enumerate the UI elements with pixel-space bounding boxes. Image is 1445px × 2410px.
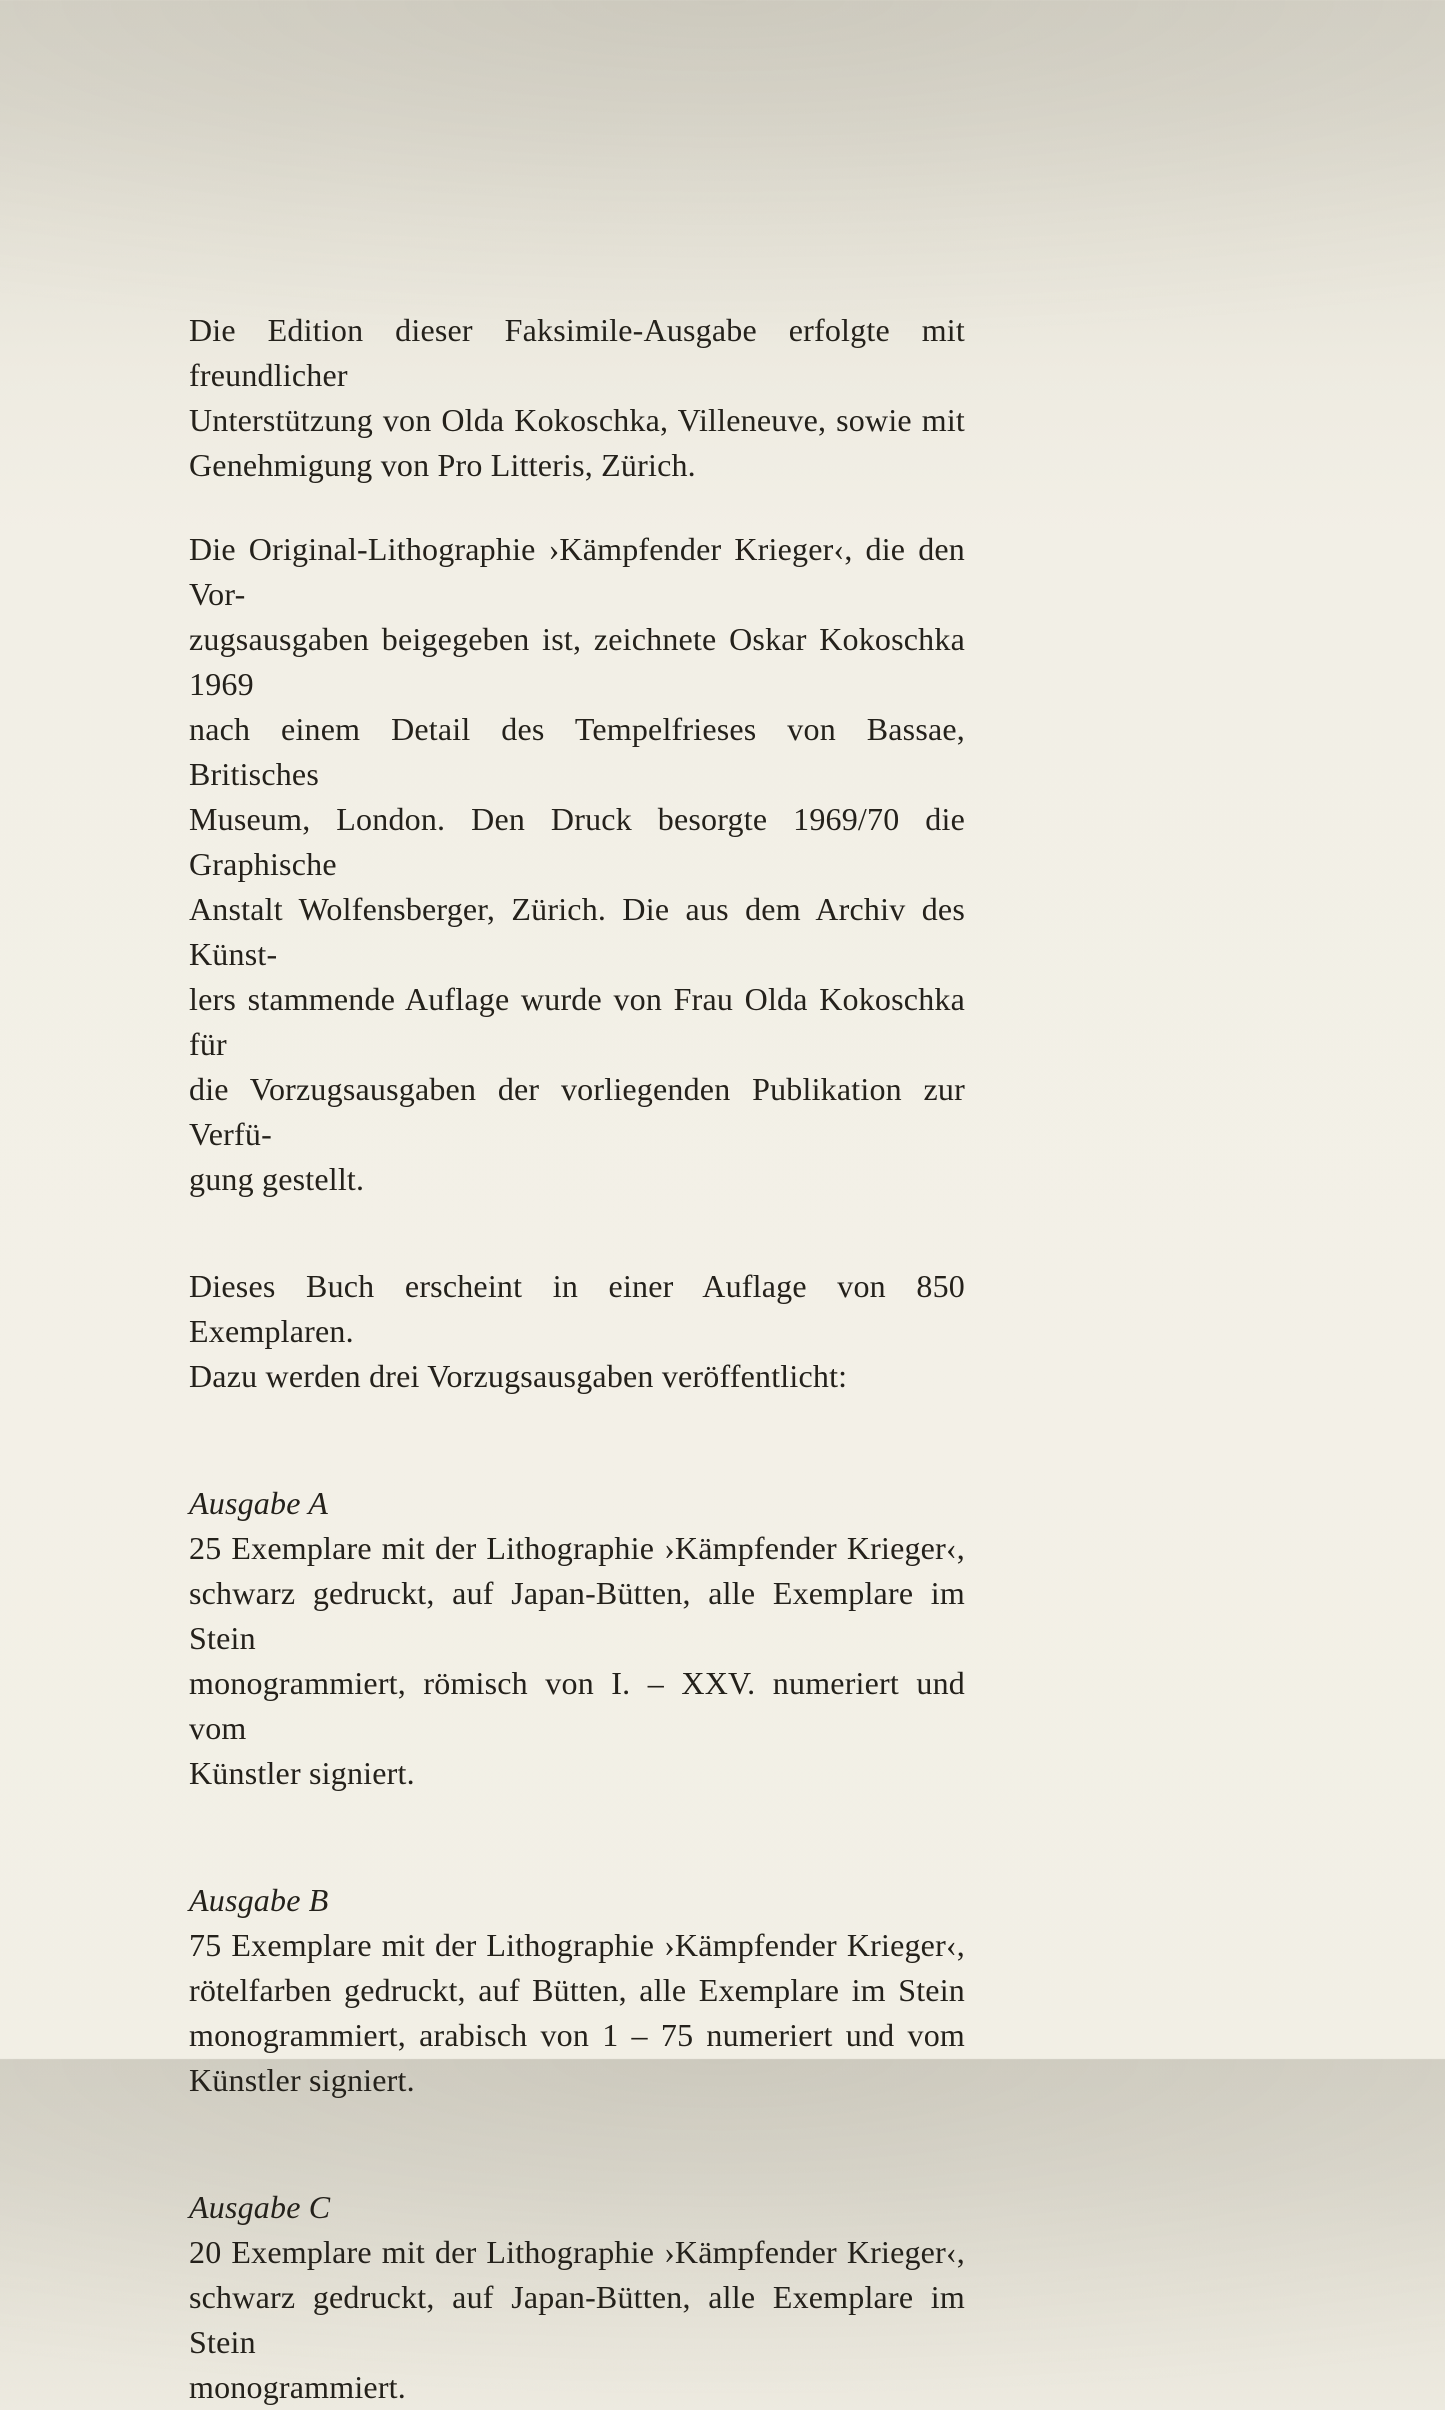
text-line: zugsausgaben beigegeben ist, zeichnete Oskar Kokoschka 1969 [189, 621, 965, 702]
section-ausgabe-b [189, 1878, 965, 2103]
text-line: Dieses Buch erscheint in einer Auflage von 850 Exemplaren. [189, 1268, 965, 1349]
section-ausgabe-a [189, 1481, 965, 1796]
paragraph-credits [189, 308, 965, 488]
text-line: Genehmigung von Pro Litteris, Zürich. [189, 447, 696, 483]
text-line: 25 Exemplare mit der Lithographie ›Kämpfender Krieger‹, [189, 1530, 965, 1566]
text-line: 20 Exemplare mit der Lithographie ›Kämpfender Krieger‹, [189, 2234, 965, 2270]
text-line: monogrammiert, römisch von I. – XXV. numeriert und vom [189, 1665, 965, 1746]
text-line: gung gestellt. [189, 1161, 365, 1197]
text-line: monogrammiert. [189, 2369, 406, 2405]
text-line: nach einem Detail des Tempelfrieses von Bassae, Britisches [189, 711, 965, 792]
text-line: Künstler signiert. [189, 2062, 415, 2098]
text-line: monogrammiert, arabisch von 1 – 75 numeriert und vom [189, 2017, 965, 2053]
section-heading: Ausgabe B [189, 1882, 329, 1918]
text-line: Dazu werden drei Vorzugsausgaben veröffentlicht: [189, 1358, 848, 1394]
text-line: Die Edition dieser Faksimile-Ausgabe erfolgte mit freundlicher [189, 312, 965, 393]
text-line: Museum, London. Den Druck besorgte 1969/70 die Graphische [189, 801, 965, 882]
colophon-text-block [189, 308, 965, 2410]
section-ausgabe-c [189, 2185, 965, 2410]
paragraph-edition-size [189, 1264, 965, 1399]
section-heading: Ausgabe C [189, 2189, 331, 2225]
text-line: 75 Exemplare mit der Lithographie ›Kämpfender Krieger‹, [189, 1927, 965, 1963]
section-heading: Ausgabe A [189, 1485, 328, 1521]
text-line: Unterstützung von Olda Kokoschka, Villeneuve, sowie mit [189, 402, 965, 438]
text-line: Anstalt Wolfensberger, Zürich. Die aus dem Archiv des Künst- [189, 891, 965, 972]
text-line: Künstler signiert. [189, 1755, 415, 1791]
text-line: schwarz gedruckt, auf Japan-Bütten, alle Exemplare im Stein [189, 1575, 965, 1656]
text-line: rötelfarben gedruckt, auf Bütten, alle Exemplare im Stein [189, 1972, 965, 2008]
paragraph-lithography-provenance [189, 527, 965, 1202]
text-line: die Vorzugsausgaben der vorliegenden Publikation zur Verfü- [189, 1071, 965, 1152]
text-line: Die Original-Lithographie ›Kämpfender Krieger‹, die den Vor- [189, 531, 965, 612]
text-line: lers stammende Auflage wurde von Frau Olda Kokoschka für [189, 981, 965, 1062]
text-line: schwarz gedruckt, auf Japan-Bütten, alle Exemplare im Stein [189, 2279, 965, 2360]
